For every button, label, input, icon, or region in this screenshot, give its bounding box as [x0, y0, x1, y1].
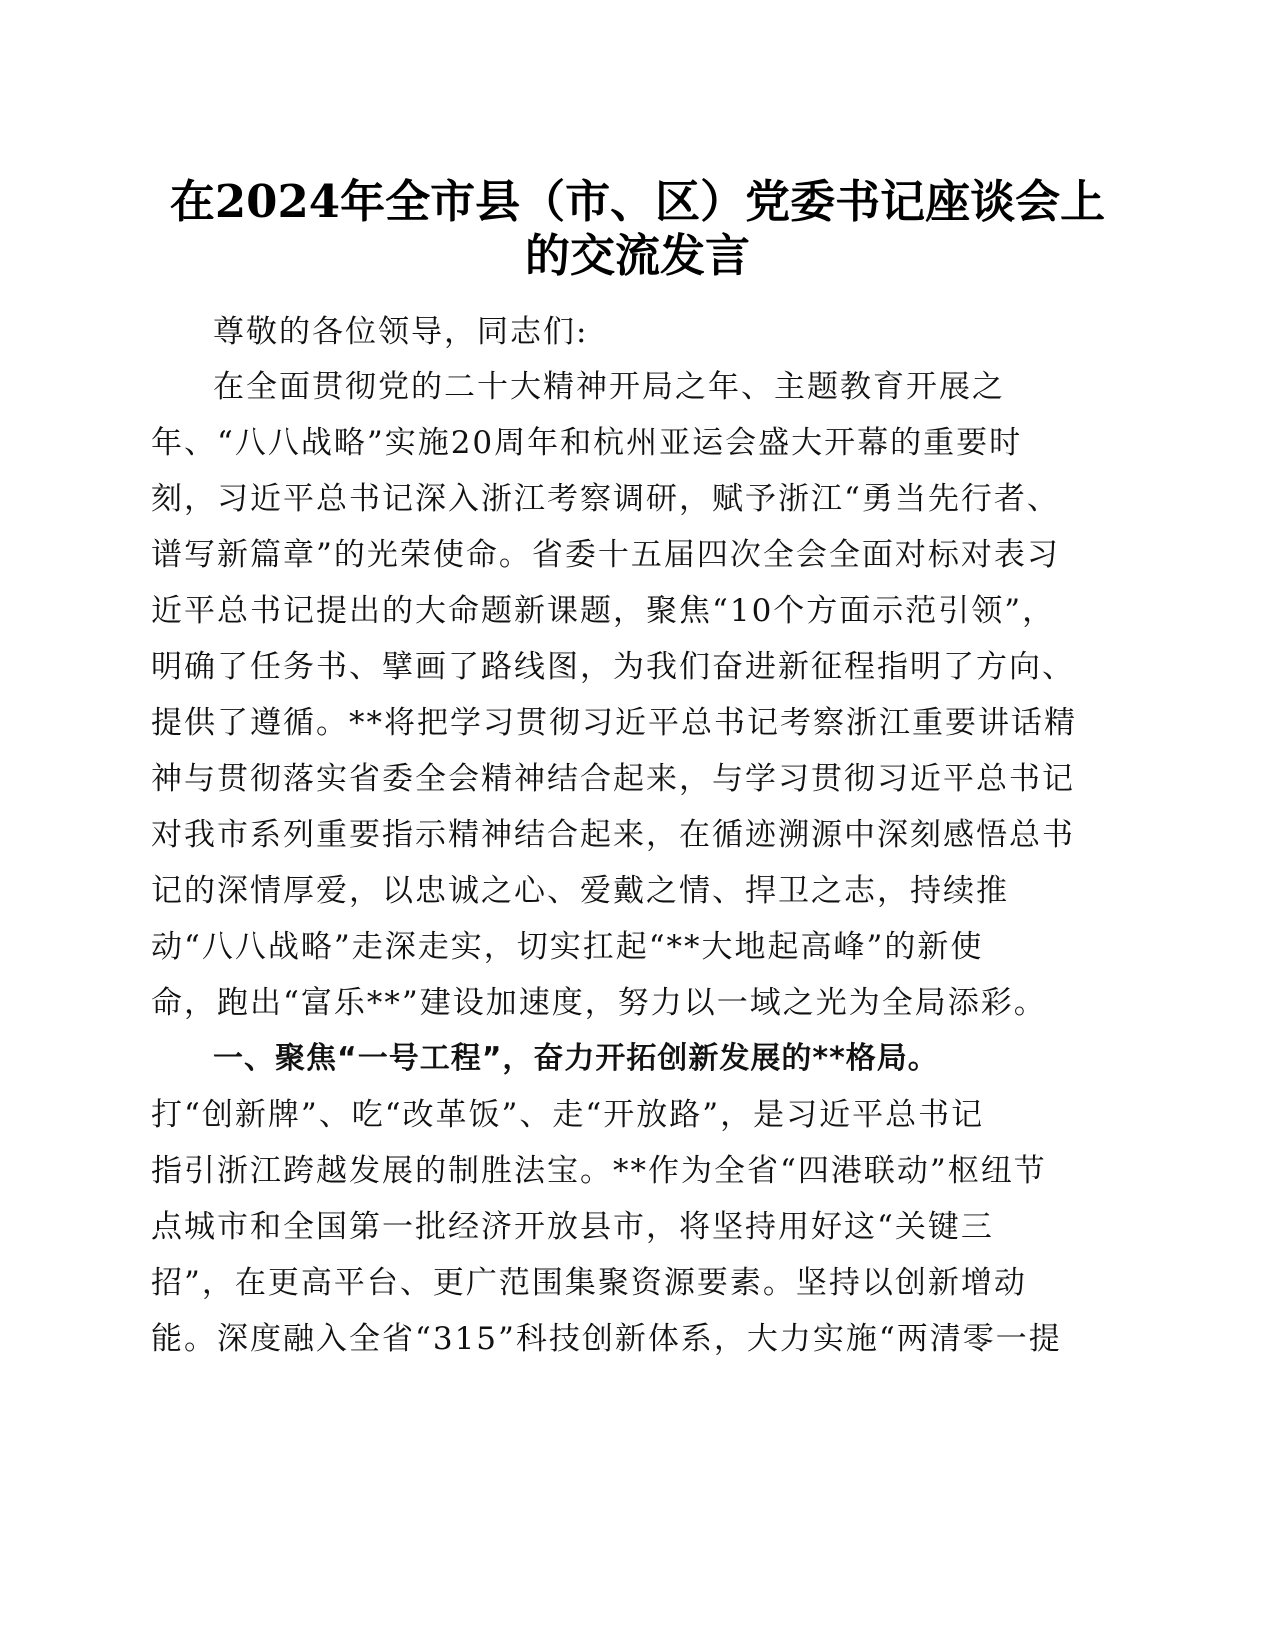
body-line: 明确了任务书、擘画了路线图，为我们奋进新征程指明了方向、 — [151, 649, 1075, 685]
body-line: 在全面贯彻党的二十大精神开局之年、主题教育开展之 — [213, 369, 1005, 405]
body-line: 刻，习近平总书记深入浙江考察调研，赋予浙江“勇当先行者、 — [151, 481, 1060, 517]
section-heading-1: 一、聚焦“一号工程”，奋力开拓创新发展的**格局。 — [213, 1041, 939, 1076]
body-line: 提供了遵循。**将把学习贯彻习近平总书记考察浙江重要讲话精 — [151, 705, 1077, 741]
body-line: 命，跑出“富乐**”建设加速度，努力以一域之光为全局添彩。 — [151, 985, 1047, 1021]
body-line: 谱写新篇章”的光荣使命。省委十五届四次全会全面对标对表习 — [151, 537, 1060, 573]
body-line: 打“创新牌”、吃“改革饭”、走“开放路”，是习近平总书记 — [151, 1097, 985, 1133]
body-line: 记的深情厚爱，以忠诚之心、爱戴之情、捍卫之志，持续推 — [151, 873, 1009, 909]
document-title-line-2: 的交流发言 — [524, 229, 750, 282]
body-line: 神与贯彻落实省委全会精神结合起来，与学习贯彻习近平总书记 — [151, 761, 1075, 797]
body-line: 指引浙江跨越发展的制胜法宝。**作为全省“四港联动”枢纽节 — [151, 1153, 1047, 1189]
document-title-line-1: 在2024年全市县（市、区）党委书记座谈会上 — [169, 175, 1106, 228]
body-line: 动“八八战略”走深走实，切实扛起“**大地起高峰”的新使 — [151, 929, 984, 965]
body-line: 年、“八八战略”实施20周年和杭州亚运会盛大开幕的重要时 — [151, 425, 1023, 461]
salutation: 尊敬的各位领导，同志们: — [213, 314, 589, 350]
body-line: 能。深度融入全省“315”科技创新体系，大力实施“两清零一提 — [151, 1321, 1062, 1357]
body-line: 点城市和全国第一批经济开放县市，将坚持用好这“关键三 — [151, 1209, 994, 1245]
body-line: 招”，在更高平台、更广范围集聚资源要素。坚持以创新增动 — [151, 1265, 1027, 1301]
body-line: 对我市系列重要指示精神结合起来，在循迹溯源中深刻感悟总书 — [151, 817, 1075, 853]
body-line: 近平总书记提出的大命题新课题，聚焦“10个方面示范引领”， — [151, 593, 1056, 629]
